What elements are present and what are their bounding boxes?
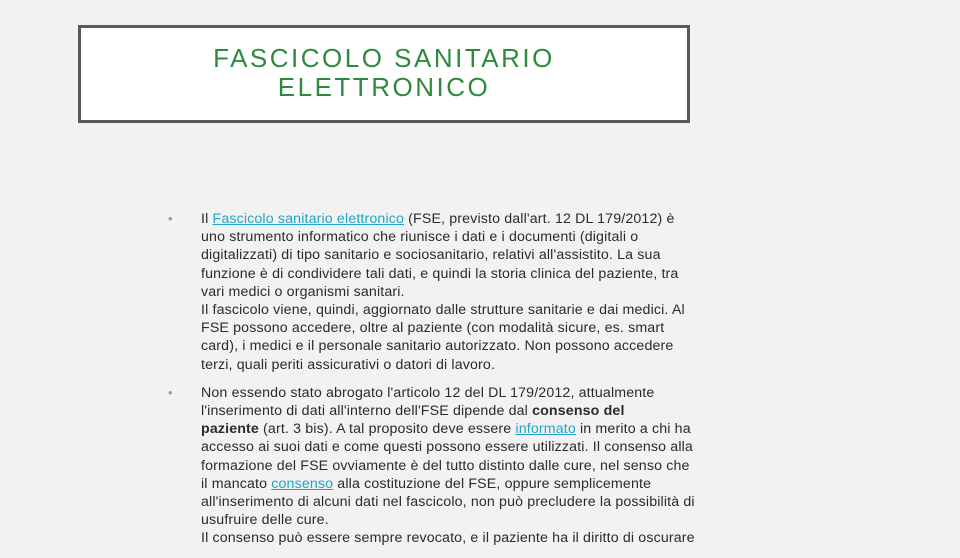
text-span: il mancato (201, 475, 272, 492)
bullet-item-1 (168, 210, 783, 374)
text-line: usufruire delle cure. (201, 512, 329, 529)
text-line: terzi, quali periti assicurativi o datori di lavoro. (201, 356, 496, 373)
text-line: Il fascicolo viene, quindi, aggiornato dalle strutture sanitarie e dai medici. Al (201, 302, 685, 319)
fascicolo-link[interactable]: Fascicolo sanitario elettronico (212, 211, 405, 227)
slide-title-line-2: ELETTRONICO (277, 72, 491, 102)
text-span: l'inserimento di dati all'interno dell'FSE dipende dal (201, 403, 533, 420)
text-line: Non essendo stato abrogato l'articolo 12 del DL 179/2012, attualmente (201, 384, 655, 401)
text-line: formazione del FSE ovviamente è del tutto distinto dalle cure, nel senso che (201, 457, 690, 474)
text-span: alla costituzione del FSE, oppure semplicemente (333, 475, 652, 492)
title-box (78, 25, 690, 123)
text-line: uno strumento informatico che riunisce i dati e i documenti (digitali o (201, 229, 639, 246)
bullet-marker: • (168, 211, 173, 226)
text-line: all'inserimento di alcuni dati nel fascicolo, non può precludere la possibilità di (201, 494, 695, 511)
text-line: FSE possono accedere, oltre al paziente (con modalità sicure, es. smart (201, 320, 665, 337)
text-line (201, 402, 783, 420)
text-line (201, 420, 783, 438)
text-line: digitalizzati) di tipo sanitario e sociosanitario, relativi all'assistito. La sua (201, 247, 661, 264)
bold-text: paziente (201, 421, 259, 438)
text-line (201, 475, 783, 493)
text-span: Il (201, 211, 213, 227)
slide-title-line-1: FASCICOLO SANITARIO (213, 43, 555, 73)
text-span: (art. 3 bis). A tal proposito deve essere (258, 421, 516, 438)
text-line: accesso ai suoi dati e come questi possono essere utilizzati. Il consenso alla (201, 439, 693, 456)
text-span: (FSE, previsto dall'art. 12 DL 179/2012) è (404, 211, 675, 227)
text-line (201, 210, 783, 228)
text-line: funzione è di condividere tali dati, e quindi la storia clinica del paziente, tra (201, 265, 679, 282)
consenso-link[interactable]: consenso (271, 475, 334, 492)
text-line: Il consenso può essere sempre revocato, e il paziente ha il diritto di oscurare (201, 530, 695, 547)
bullet-item-2 (168, 384, 783, 548)
slide-title (81, 44, 687, 102)
text-line: card), i medici e il personale sanitario autorizzato. Non possono accedere (201, 338, 674, 355)
informato-link[interactable]: informato (515, 421, 576, 438)
bold-text: consenso del (532, 403, 625, 420)
bullet-marker: • (168, 384, 173, 400)
text-line: vari medici o organismi sanitari. (201, 283, 405, 300)
slide-body (168, 210, 783, 558)
text-span: in merito a chi ha (575, 421, 691, 438)
